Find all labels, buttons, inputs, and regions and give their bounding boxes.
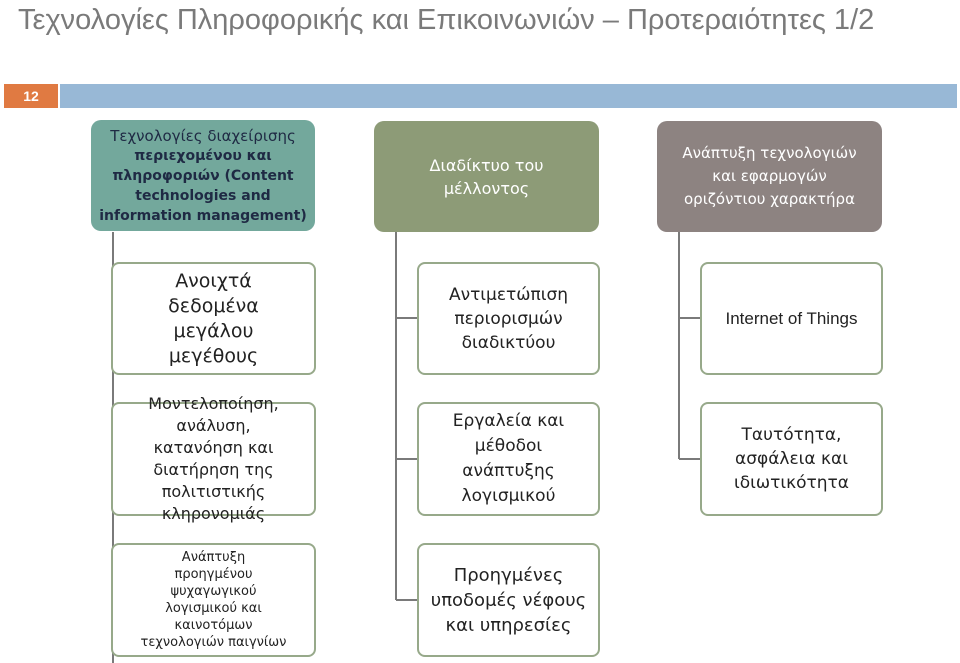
item-cloud-infrastructure <box>417 543 600 657</box>
item-identity-security-privacy <box>700 402 883 516</box>
slide-number: 12 <box>4 84 58 108</box>
item-label: Ταυτότητα, ασφάλεια και ιδιωτικότητα <box>734 425 849 493</box>
item-label: Ανάπτυξη προηγμένου ψυχαγωγικού λογισμικού και καινοτόμων τεχνολογιών παιγνίων <box>140 550 287 650</box>
slide-title: Τεχνολογίες Πληροφορικής και Επικοινωνιών – Προτεραιότητες 1/2 <box>18 4 875 36</box>
header-label: περιεχομένου και πληροφοριών (Content technologies and information management) <box>99 147 307 224</box>
item-open-big-data <box>111 262 316 375</box>
item-label: Εργαλεία και μέθοδοι ανάπτυξης λογισμικού <box>452 411 565 506</box>
header-label: Ανάπτυξη τεχνολογιών και εφαρμογών οριζόντιου χαρακτήρα <box>682 144 857 208</box>
item-game-technologies <box>111 543 316 657</box>
header-label: Διαδίκτυο του μέλλοντος <box>429 155 544 198</box>
item-software-tools <box>417 402 600 516</box>
item-label: Ανοιχτά δεδομένα μεγάλου μεγέθους <box>168 269 259 367</box>
item-label: Μοντελοποίηση, ανάλυση, κατανόηση και διατήρηση της πολιτιστικής κληρονομιάς <box>148 394 279 523</box>
item-cultural-heritage <box>111 394 316 523</box>
header-content-technologies <box>91 120 315 231</box>
item-label: Internet of Things <box>725 308 858 328</box>
item-label: Αντιμετώπιση περιορισμών διαδικτύου <box>448 284 569 353</box>
item-internet-of-things <box>700 262 883 375</box>
item-internet-limitations <box>417 262 600 375</box>
header-label: Τεχνολογίες διαχείρισης <box>110 126 296 145</box>
item-label: Προηγμένες υποδομές νέφους και υπηρεσίες <box>430 564 587 636</box>
header-horizontal-technologies <box>657 121 882 232</box>
header-future-internet <box>374 121 599 232</box>
